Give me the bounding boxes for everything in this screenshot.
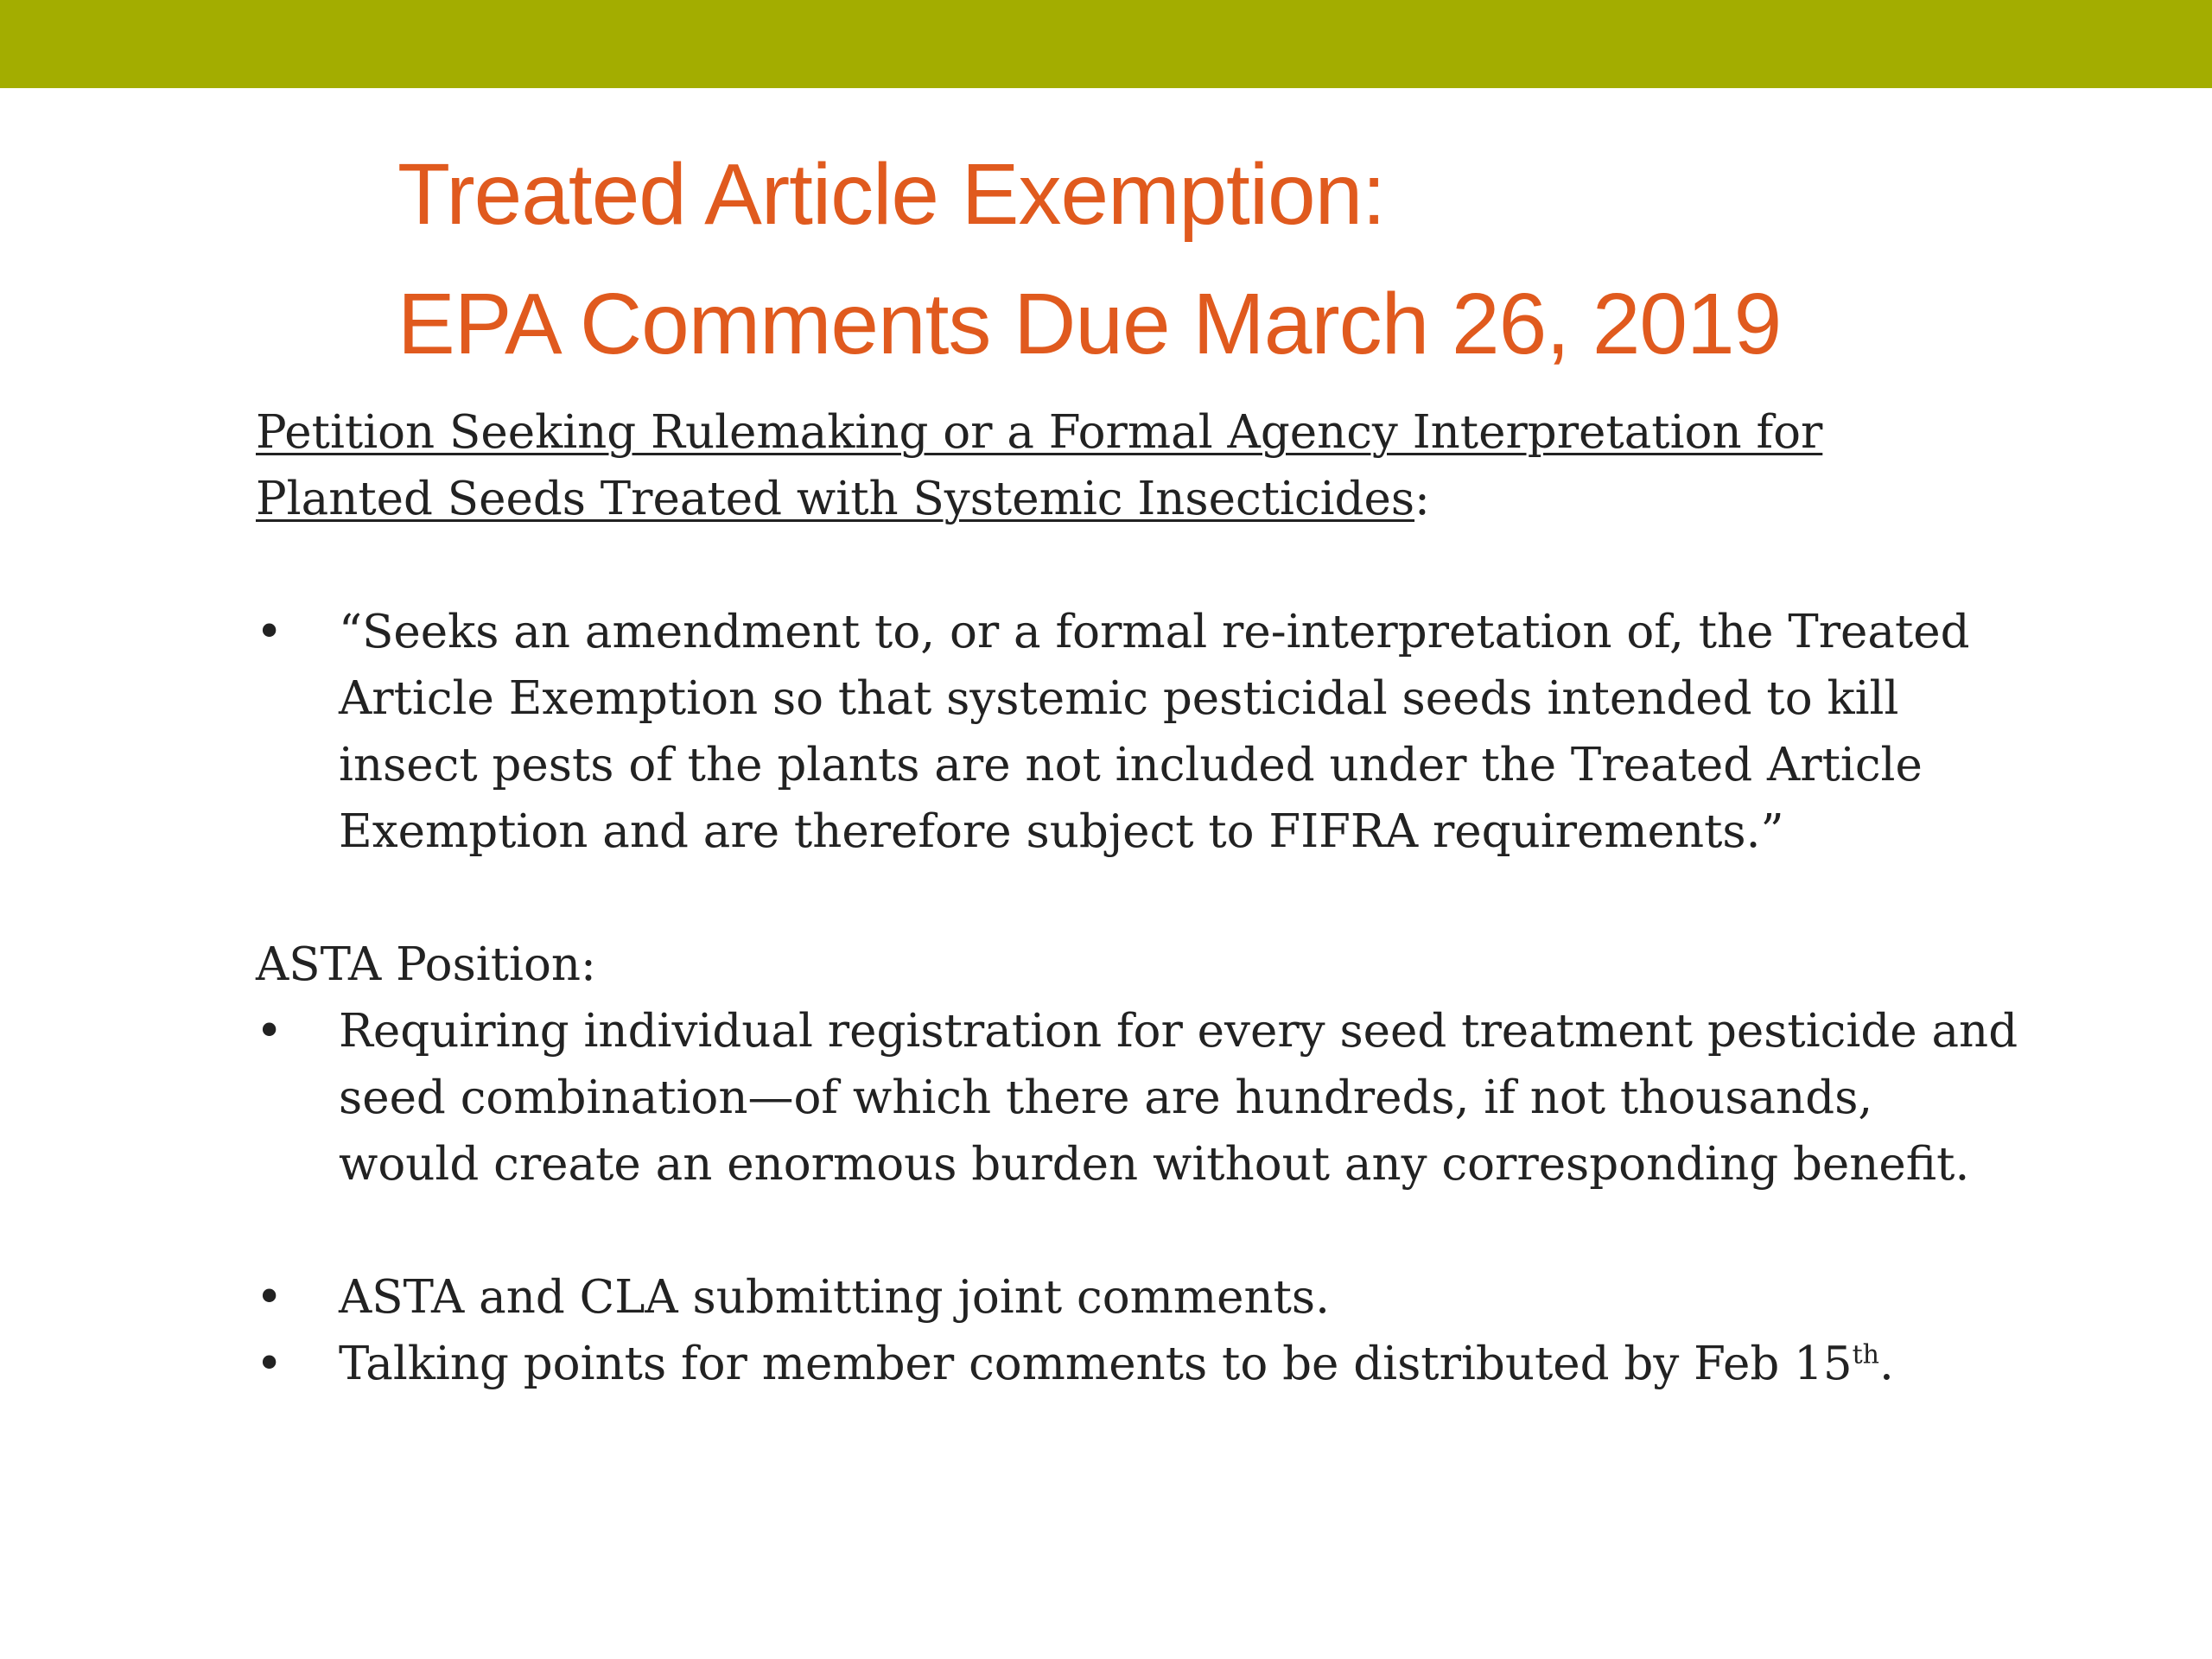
quote-text: “Seeks an amendment to, or a formal re-interpretation of, the Treated Article Exemption so that systemic pesticidal seeds intended to kill insect pests of the plants are not included under the Treated Article Exemption and are therefore subject to FIFRA requirements.”	[339, 606, 1970, 858]
asta-position-list	[256, 998, 2027, 1198]
asta-position-heading: ASTA Position:	[256, 938, 596, 991]
action-items-list	[256, 1264, 2027, 1397]
joint-comments-text: ASTA and CLA submitting joint comments.	[339, 1271, 1330, 1324]
petition-heading-line-2: Planted Seeds Treated with Systemic Insecticides	[256, 473, 1415, 525]
action-bullet-item	[256, 1264, 2027, 1331]
talking-points-suffix: .	[1878, 1338, 1894, 1390]
talking-points-superscript: th	[1852, 1339, 1879, 1370]
quote-list	[256, 599, 2027, 865]
talking-points-text: Talking points for member comments to be distributed by Feb 15	[339, 1338, 1853, 1390]
bullet-dot: •	[256, 606, 283, 658]
accent-bar	[0, 0, 2212, 88]
slide-body	[256, 399, 2027, 1397]
petition-heading-colon: :	[1414, 473, 1430, 525]
bullet-dot: •	[256, 1005, 283, 1058]
asta-bullet-item	[256, 998, 2027, 1198]
title-line-2: EPA Comments Due March 26, 2019	[397, 276, 1782, 372]
asta-bullet-text: Requiring individual registration for every seed treatment pesticide and seed combination—of which there are hundreds, if not thousands, would create an enormous burden without any corresponding benefit.	[339, 1005, 2018, 1191]
bullet-dot: •	[256, 1338, 283, 1390]
title-line-1: Treated Article Exemption:	[397, 146, 1386, 243]
slide-title	[397, 130, 2126, 389]
bullet-dot: •	[256, 1271, 283, 1324]
quote-bullet-item	[256, 599, 2027, 865]
petition-heading	[256, 399, 2027, 532]
petition-heading-line-1: Petition Seeking Rulemaking or a Formal Agency Interpretation for	[256, 406, 1823, 459]
action-bullet-item	[256, 1331, 2027, 1397]
